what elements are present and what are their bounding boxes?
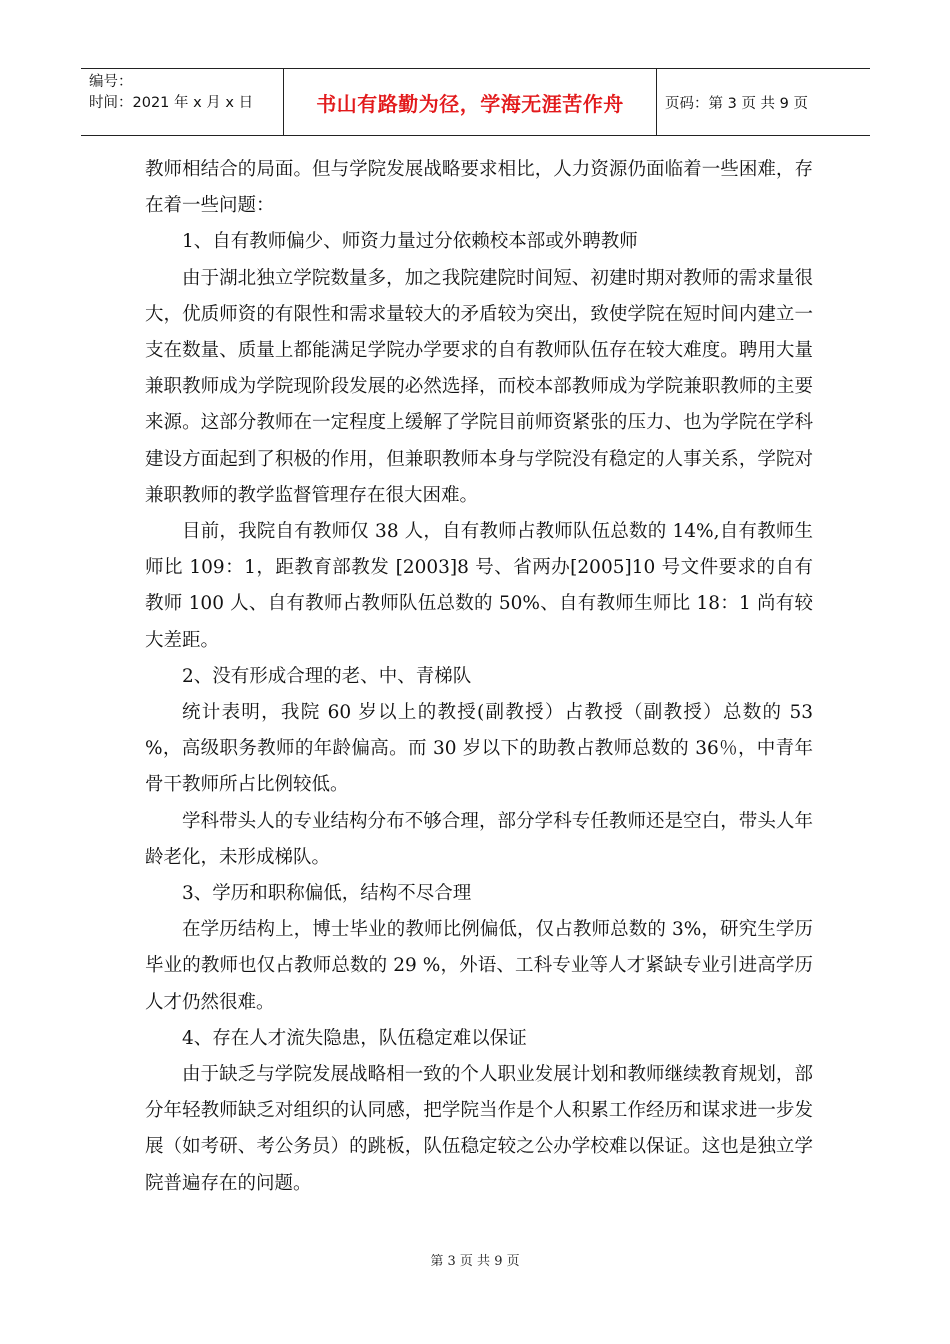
paragraph: 目前，我院自有教师仅 38 人，自有教师占教师队伍总数的 14%,自有教师生师比 109：1，距教育部教发 [2003]8 号、省两办[2005]10 号文件要求的自有教师 100 人、自有教师占教师队伍总数的 50%、自有教师生师比 18：1 尚有较大差距。 — [145, 521, 813, 651]
section-heading: 4、存在人才流失隐患，队伍稳定难以保证 — [182, 1027, 527, 1049]
header-meta — [81, 69, 284, 135]
section-heading: 2、没有形成合理的老、中、青梯队 — [182, 665, 472, 687]
header-page-info: 页码：第 3 页 共 9 页 — [665, 95, 808, 112]
paragraph: 学科带头人的专业结构分布不够合理，部分学科专任教师还是空白，带头人年龄老化，未形成梯队。 — [145, 810, 813, 868]
section-heading: 1、自有教师偏少、师资力量过分依赖校本部或外聘教师 — [182, 231, 638, 253]
paragraph: 教师相结合的局面。但与学院发展战略要求相比，人力资源仍面临着一些困难，存在着一些问题： — [145, 159, 813, 217]
paragraph: 由于缺乏与学院发展战略相一致的个人职业发展计划和教师继续教育规划，部分年轻教师缺乏对组织的认同感，把学院当作是个人积累工作经历和谋求进一步发展（如考研、考公务员）的跳板，队伍稳定较之公办学校难以保证。这也是独立学院普遍存在的问题。 — [145, 1064, 813, 1194]
document-body — [145, 152, 813, 1202]
header-motto: 书山有路勤为径，学海无涯苦作舟 — [284, 69, 657, 135]
paragraph: 统计表明，我院 60 岁以上的教授(副教授）占教授（副教授）总数的 53 %，高级职务教师的年龄偏高。而 30 岁以下的助教占教师总数的 36％，中青年骨干教师所占比例较低。 — [145, 702, 813, 796]
doc-number-label: 编号： — [89, 74, 133, 90]
page-footer: 第 3 页 共 9 页 — [430, 1254, 520, 1269]
section-heading: 3、学历和职称偏低，结构不尽合理 — [182, 883, 472, 905]
doc-date: 时间：2021 年 x 月 x 日 — [89, 95, 254, 111]
page-header — [81, 68, 870, 136]
paragraph: 在学历结构上，博士毕业的教师比例偏低，仅占教师总数的 3%，研究生学历毕业的教师也仅占教师总数的 29 %，外语、工科专业等人才紧缺专业引进高学历人才仍然很难。 — [145, 919, 813, 1013]
paragraph: 由于湖北独立学院数量多，加之我院建院时间短、初建时期对教师的需求量很大，优质师资的有限性和需求量较大的矛盾较为突出，致使学院在短时间内建立一支在数量、质量上都能满足学院办学要求的自有教师队伍存在较大难度。聘用大量兼职教师成为学院现阶段发展的必然选择，而校本部教师成为学院兼职教师的主要来源。这部分教师在一定程度上缓解了学院目前师资紧张的压力、也为学院在学科建设方面起到了积极的作用，但兼职教师本身与学院没有稳定的人事关系，学院对兼职教师的教学监督管理存在很大困难。 — [145, 267, 813, 506]
